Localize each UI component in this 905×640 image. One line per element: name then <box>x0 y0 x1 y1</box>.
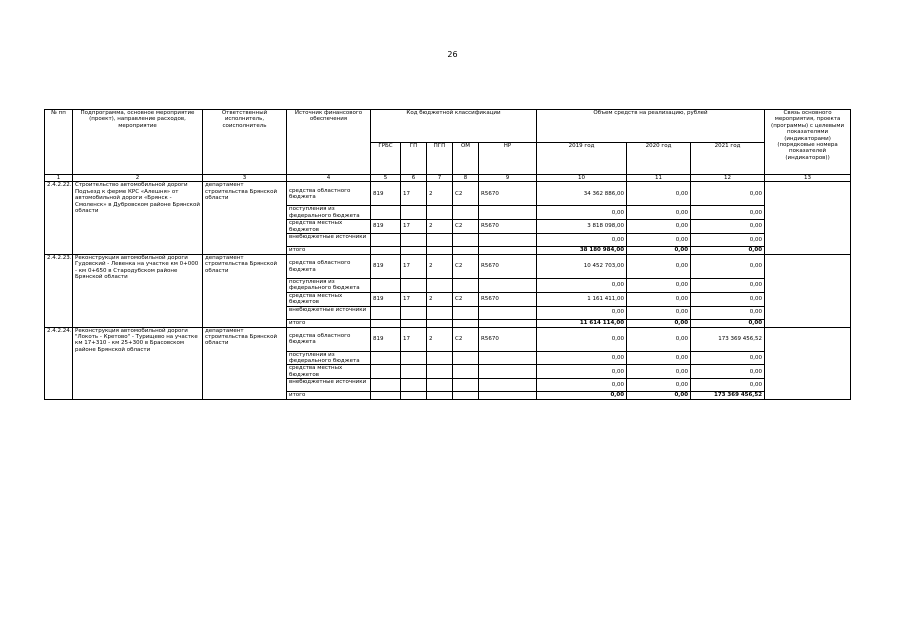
code-om <box>453 351 479 365</box>
total-y2021: 0,00 <box>691 319 765 327</box>
header-program: Подпрограмма, основное мероприятие (проект), направление расходов, мероприятие <box>73 110 203 175</box>
funding-source: средства местных бюджетов <box>287 365 371 379</box>
amount-y2019: 3 818 098,00 <box>537 220 627 234</box>
empty-cell <box>427 247 453 255</box>
empty-cell <box>371 247 401 255</box>
funding-source: поступления из федерального бюджета <box>287 279 371 293</box>
table-row <box>45 327 851 351</box>
code-pgp: 2 <box>427 255 453 279</box>
col-number: 12 <box>691 175 765 182</box>
code-pgp <box>427 279 453 293</box>
header-grbs: ГРБС <box>371 142 401 175</box>
amount-y2019: 0,00 <box>537 206 627 220</box>
amount-y2019: 0,00 <box>537 279 627 293</box>
empty-cell <box>479 319 537 327</box>
col-number: 11 <box>627 175 691 182</box>
amount-y2020: 0,00 <box>627 255 691 279</box>
code-grbs: 819 <box>371 255 401 279</box>
header-link: Связь основного мероприятия, проекта (программы) с целевыми показателями (индикаторами) (порядковые номера показателей (индикаторов)) <box>765 110 851 175</box>
header-source: Источник финансового обеспечения <box>287 110 371 175</box>
amount-y2021: 173 369 456,52 <box>691 327 765 351</box>
code-nr: R5670 <box>479 182 537 206</box>
code-om <box>453 379 479 392</box>
code-gp <box>401 379 427 392</box>
header-no: № пп <box>45 110 73 175</box>
empty-cell <box>401 319 427 327</box>
empty-cell <box>479 392 537 400</box>
code-grbs: 819 <box>371 220 401 234</box>
code-nr: R5670 <box>479 292 537 306</box>
total-y2019: 0,00 <box>537 392 627 400</box>
amount-y2020: 0,00 <box>627 306 691 319</box>
code-pgp: 2 <box>427 220 453 234</box>
col-number: 13 <box>765 175 851 182</box>
amount-y2020: 0,00 <box>627 279 691 293</box>
total-y2019: 38 180 984,00 <box>537 247 627 255</box>
total-label: итого <box>287 392 371 400</box>
code-nr <box>479 365 537 379</box>
table-row <box>45 182 851 206</box>
funding-source: средства областного бюджета <box>287 327 371 351</box>
amount-y2021: 0,00 <box>691 206 765 220</box>
item-executor: департамент строительства Брянской области <box>203 255 287 328</box>
amount-y2019: 0,00 <box>537 234 627 247</box>
code-om: С2 <box>453 220 479 234</box>
empty-cell <box>427 392 453 400</box>
item-number: 2.4.2.24. <box>45 327 73 400</box>
col-number: 4 <box>287 175 371 182</box>
code-gp <box>401 306 427 319</box>
col-number: 9 <box>479 175 537 182</box>
empty-cell <box>453 392 479 400</box>
amount-y2021: 0,00 <box>691 279 765 293</box>
amount-y2020: 0,00 <box>627 379 691 392</box>
indicator-link <box>765 255 851 328</box>
col-number: 7 <box>427 175 453 182</box>
empty-cell <box>401 247 427 255</box>
col-number: 1 <box>45 175 73 182</box>
empty-cell <box>371 319 401 327</box>
code-nr <box>479 279 537 293</box>
code-gp: 17 <box>401 220 427 234</box>
item-name: Реконструкция автомобильной дороги Гудовский - Левенка на участке км 0+000 - км 0+650 в Стародубском районе Брянской области <box>73 255 203 328</box>
col-number: 6 <box>401 175 427 182</box>
col-number: 8 <box>453 175 479 182</box>
amount-y2021: 0,00 <box>691 255 765 279</box>
amount-y2019: 10 452 703,00 <box>537 255 627 279</box>
header-2019: 2019 год <box>537 142 627 175</box>
header-executor: Ответственный исполнитель, соисполнитель <box>203 110 287 175</box>
code-om: С2 <box>453 255 479 279</box>
code-om <box>453 279 479 293</box>
col-number: 2 <box>73 175 203 182</box>
header-gp: ГП <box>401 142 427 175</box>
total-y2021: 173 369 456,52 <box>691 392 765 400</box>
amount-y2021: 0,00 <box>691 365 765 379</box>
code-om: С2 <box>453 327 479 351</box>
code-gp <box>401 279 427 293</box>
code-pgp <box>427 351 453 365</box>
empty-cell <box>401 392 427 400</box>
code-nr <box>479 206 537 220</box>
code-om <box>453 365 479 379</box>
code-grbs <box>371 234 401 247</box>
code-grbs: 819 <box>371 182 401 206</box>
total-label: итого <box>287 247 371 255</box>
code-gp <box>401 206 427 220</box>
amount-y2021: 0,00 <box>691 351 765 365</box>
amount-y2021: 0,00 <box>691 379 765 392</box>
amount-y2021: 0,00 <box>691 292 765 306</box>
code-nr <box>479 234 537 247</box>
total-y2020: 0,00 <box>627 247 691 255</box>
code-om: С2 <box>453 182 479 206</box>
total-y2020: 0,00 <box>627 319 691 327</box>
code-nr <box>479 379 537 392</box>
code-nr: R5670 <box>479 255 537 279</box>
indicator-link <box>765 327 851 400</box>
code-pgp <box>427 234 453 247</box>
code-nr <box>479 306 537 319</box>
code-om: С2 <box>453 292 479 306</box>
code-grbs <box>371 365 401 379</box>
amount-y2020: 0,00 <box>627 365 691 379</box>
code-nr <box>479 351 537 365</box>
code-pgp <box>427 365 453 379</box>
code-gp <box>401 351 427 365</box>
indicator-link <box>765 182 851 255</box>
funding-source: средства местных бюджетов <box>287 220 371 234</box>
code-grbs <box>371 279 401 293</box>
amount-y2020: 0,00 <box>627 206 691 220</box>
table-body <box>45 182 851 400</box>
funding-source: поступления из федерального бюджета <box>287 206 371 220</box>
code-gp <box>401 234 427 247</box>
code-grbs <box>371 306 401 319</box>
funding-source: поступления из федерального бюджета <box>287 351 371 365</box>
header-nr: НР <box>479 142 537 175</box>
code-pgp: 2 <box>427 292 453 306</box>
amount-y2019: 0,00 <box>537 351 627 365</box>
code-om <box>453 234 479 247</box>
funding-source: средства областного бюджета <box>287 255 371 279</box>
header-om: ОМ <box>453 142 479 175</box>
header-budget-code: Код бюджетной классификации <box>371 110 537 143</box>
item-number: 2.4.2.23. <box>45 255 73 328</box>
empty-cell <box>371 392 401 400</box>
total-y2019: 11 614 114,00 <box>537 319 627 327</box>
code-grbs <box>371 351 401 365</box>
item-name: Реконструкция автомобильной дороги "Локоть - Кретово" - Турищево на участке км 17+310 - км 25+300 в Брасовском районе Брянской области <box>73 327 203 400</box>
amount-y2019: 0,00 <box>537 327 627 351</box>
amount-y2020: 0,00 <box>627 351 691 365</box>
code-gp: 17 <box>401 255 427 279</box>
code-pgp: 2 <box>427 182 453 206</box>
code-om <box>453 206 479 220</box>
header-pgp: ПГП <box>427 142 453 175</box>
code-nr: R5670 <box>479 220 537 234</box>
amount-y2020: 0,00 <box>627 234 691 247</box>
code-grbs <box>371 206 401 220</box>
code-grbs <box>371 379 401 392</box>
code-gp: 17 <box>401 327 427 351</box>
empty-cell <box>453 319 479 327</box>
funding-source: внебюджетные источники <box>287 234 371 247</box>
header-volume: Объем средств на реализацию, рублей <box>537 110 765 143</box>
amount-y2021: 0,00 <box>691 182 765 206</box>
header-2021: 2021 год <box>691 142 765 175</box>
amount-y2019: 34 362 886,00 <box>537 182 627 206</box>
item-name: Строительство автомобильной дороги Подъезд к ферме КРС «Алешня» от автомобильной дороги «Брянск - Смоленск» в Дубровском районе Брянской области <box>73 182 203 255</box>
total-y2020: 0,00 <box>627 392 691 400</box>
code-nr: R5670 <box>479 327 537 351</box>
amount-y2021: 0,00 <box>691 306 765 319</box>
empty-cell <box>427 319 453 327</box>
table-row <box>45 255 851 279</box>
page-number: 26 <box>447 50 458 59</box>
code-pgp: 2 <box>427 327 453 351</box>
amount-y2020: 0,00 <box>627 182 691 206</box>
code-gp: 17 <box>401 182 427 206</box>
funding-source: средства областного бюджета <box>287 182 371 206</box>
code-pgp <box>427 306 453 319</box>
budget-table <box>44 109 851 400</box>
funding-source: внебюджетные источники <box>287 379 371 392</box>
amount-y2020: 0,00 <box>627 292 691 306</box>
col-number: 10 <box>537 175 627 182</box>
amount-y2019: 0,00 <box>537 379 627 392</box>
funding-source: внебюджетные источники <box>287 306 371 319</box>
code-gp: 17 <box>401 292 427 306</box>
code-grbs: 819 <box>371 292 401 306</box>
item-executor: департамент строительства Брянской области <box>203 327 287 400</box>
code-pgp <box>427 206 453 220</box>
header-2020: 2020 год <box>627 142 691 175</box>
empty-cell <box>479 247 537 255</box>
item-number: 2.4.2.22. <box>45 182 73 255</box>
code-grbs: 819 <box>371 327 401 351</box>
amount-y2021: 0,00 <box>691 234 765 247</box>
col-number: 3 <box>203 175 287 182</box>
amount-y2020: 0,00 <box>627 220 691 234</box>
item-executor: департамент строительства Брянской области <box>203 182 287 255</box>
amount-y2021: 0,00 <box>691 220 765 234</box>
empty-cell <box>453 247 479 255</box>
amount-y2019: 1 161 411,00 <box>537 292 627 306</box>
amount-y2019: 0,00 <box>537 365 627 379</box>
amount-y2020: 0,00 <box>627 327 691 351</box>
code-gp <box>401 365 427 379</box>
total-y2021: 0,00 <box>691 247 765 255</box>
code-pgp <box>427 379 453 392</box>
col-number: 5 <box>371 175 401 182</box>
code-om <box>453 306 479 319</box>
funding-source: средства местных бюджетов <box>287 292 371 306</box>
total-label: итого <box>287 319 371 327</box>
amount-y2019: 0,00 <box>537 306 627 319</box>
